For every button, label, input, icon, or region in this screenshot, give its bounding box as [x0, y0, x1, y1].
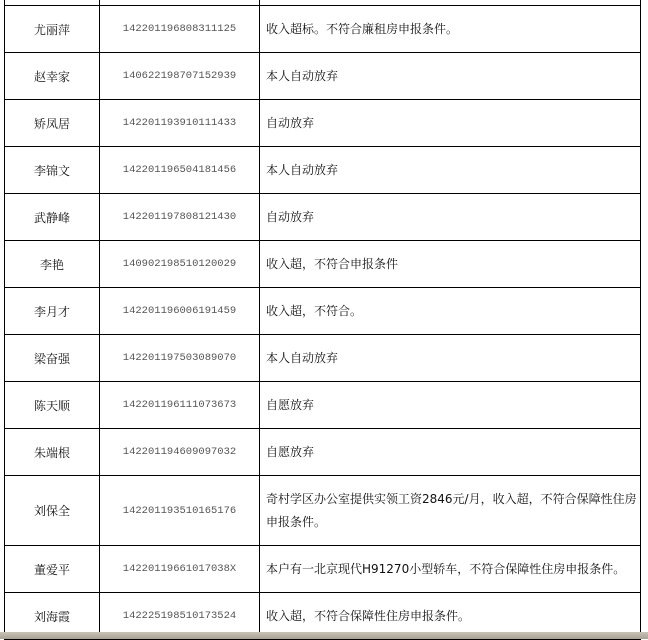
window-bottom-bar — [0, 632, 648, 639]
id-number-cell: 142225198510173524 — [100, 593, 260, 640]
name-cell: 刘海霞 — [5, 593, 100, 640]
remark-cell: 自愿放弃 — [260, 429, 641, 476]
name-cell: 刘保全 — [5, 476, 100, 546]
table-row — [5, 476, 641, 546]
table-row — [5, 546, 641, 593]
remark-cell: 收入超，不符合申报条件 — [260, 241, 641, 288]
name-cell: 赵幸家 — [5, 53, 100, 100]
table-row — [5, 147, 641, 194]
id-number-cell: 142201196504181456 — [100, 147, 260, 194]
id-number-cell: 140902198510120029 — [100, 241, 260, 288]
id-number-cell: 14220119661017038X — [100, 546, 260, 593]
table-row — [5, 194, 641, 241]
name-cell: 李月才 — [5, 288, 100, 335]
remark-cell: 奇村学区办公室提供实领工资2846元/月，收入超，不符合保障性住房申报条件。 — [260, 476, 641, 546]
remark-cell: 收入超，不符合保障性住房申报条件。 — [260, 593, 641, 640]
remark-cell: 收入超，不符合。 — [260, 288, 641, 335]
id-number-cell: 140622198707152939 — [100, 53, 260, 100]
id-number-cell: 142201193910111433 — [100, 100, 260, 147]
id-number-cell: 142201197808121430 — [100, 194, 260, 241]
table-row — [5, 288, 641, 335]
table-row — [5, 241, 641, 288]
remark-cell: 自动放弃 — [260, 194, 641, 241]
remark-cell: 收入超标。不符合廉租房申报条件。 — [260, 6, 641, 53]
table-row — [5, 53, 641, 100]
remark-cell: 本人自动放弃 — [260, 147, 641, 194]
id-number-cell: 142201196006191459 — [100, 288, 260, 335]
remark-cell: 自动放弃 — [260, 100, 641, 147]
name-cell: 陈天顺 — [5, 382, 100, 429]
id-number-cell: 142201196808311125 — [100, 6, 260, 53]
applicant-table — [4, 0, 641, 640]
id-number-cell: 142201197503089070 — [100, 335, 260, 382]
table-row — [5, 100, 641, 147]
name-cell: 李锦文 — [5, 147, 100, 194]
table-row — [5, 382, 641, 429]
table-row — [5, 429, 641, 476]
name-cell: 武静峰 — [5, 194, 100, 241]
remark-cell: 自愿放弃 — [260, 382, 641, 429]
table-row — [5, 335, 641, 382]
id-number-cell: 142201196111073673 — [100, 382, 260, 429]
remark-cell: 本人自动放弃 — [260, 53, 641, 100]
name-cell: 尤丽萍 — [5, 6, 100, 53]
name-cell: 矫凤居 — [5, 100, 100, 147]
name-cell: 梁奋强 — [5, 335, 100, 382]
remark-cell: 本户有一北京现代H91270小型轿车，不符合保障性住房申报条件。 — [260, 546, 641, 593]
name-cell: 李艳 — [5, 241, 100, 288]
name-cell: 朱端根 — [5, 429, 100, 476]
table-row — [5, 6, 641, 53]
remark-cell: 本人自动放弃 — [260, 335, 641, 382]
name-cell: 董爱平 — [5, 546, 100, 593]
id-number-cell: 142201193510165176 — [100, 476, 260, 546]
id-number-cell: 142201194609097032 — [100, 429, 260, 476]
